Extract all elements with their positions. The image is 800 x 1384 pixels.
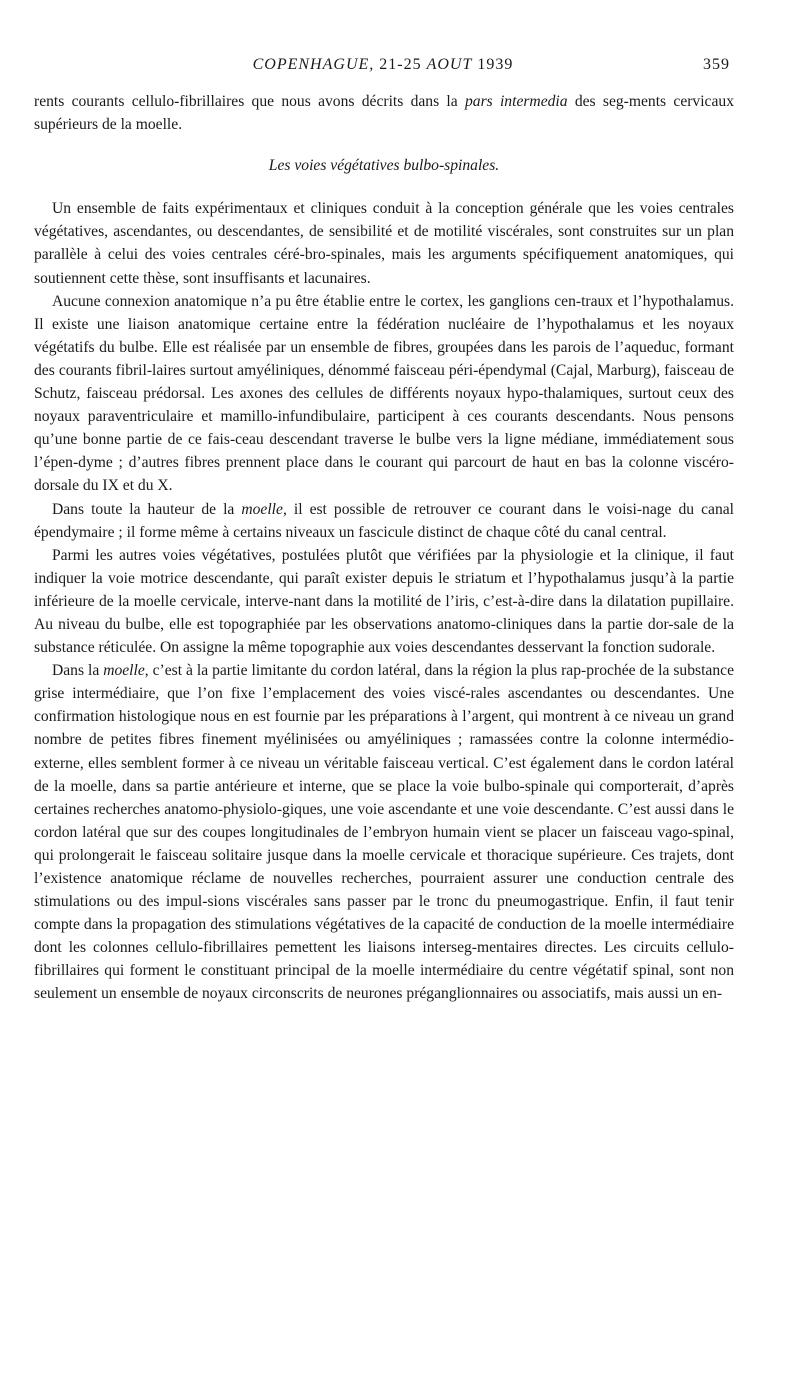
paragraph-text: Dans toute la hauteur de la [52,500,242,518]
header-dates: 21-25 [379,56,422,73]
emphasis: moelle [241,500,283,518]
paragraph-continuation [34,90,734,136]
latin-term: pars intermedia [464,93,568,110]
paragraph: Un ensemble de faits expérimentaux et cliniques conduit à la conception générale que les voies centrales végétatives, ascendantes, ou descendantes, de sensibilité et de motilité viscérales, sont construites sur un plan parallèle à celui des voies centrales céré-bro-spinales, mais les arguments spécifiquement anatomiques, qui soutiennent cette thèse, sont insuffisants et lacunaires. [34,200,734,287]
paragraph: Aucune connexion anatomique n’a pu être établie entre le cortex, les ganglions cen-traux et l’hypothalamus. Il existe une liaison anatomique certaine entre la fédération nucléaire de l’hypothalamus et les noyaux végétatifs du bulbe. Elle est réalisée par un ensemble de fibres, groupées dans les parois de l’aqueduc, formant des courants fibril-laires surtout amyéliniques, dénommé faisceau péri-épendymal (Cajal, Marburg), faisceau de Schutz, faisceau prédorsal. Les axones des cellules de différents noyaux hypo-thalamiques, surtout ceux des noyaux paraventriculaire et mamillo-infundibulaire, participent à ces courants descendants. Nous pensons qu’une bonne partie de ce fais-ceau descendant traverse le bulbe vers la ligne médiane, immédiatement sous l’épen-dyme ; d’autres fibres prennent place dans le courant qui parcourt de haut en bas la colonne viscéro-dorsale du IX et du X. [34,292,734,495]
body-text [34,90,734,1006]
section-title: Les voies végétatives bulbo-spinales. [268,157,500,175]
paragraph-text: Dans la [52,662,104,680]
running-header [36,50,730,80]
paragraph [34,498,734,544]
paragraph [34,659,734,1005]
running-title [36,56,730,74]
paragraph: Parmi les autres voies végétatives, postulées plutôt que vérifiées par la physiologie et la clinique, il faut indiquer la voie motrice descendante, qui paraît exister depuis le striatum et l’hypothalamus jusqu’à la partie inférieure de la moelle cervicale, interve-nant dans la motilité de l’iris, c’est-à-dire dans la dilatation pupillaire. Au niveau du bulbe, elle est topographiée par les observations anatomo-cliniques dans la partie dor-sale de la substance réticulée. On assigne la même topographie aux voies descendantes desservant la fonction sudorale. [34,546,734,657]
paragraph-text: , il est possible de retrouver ce courant dans le voisi-nage du canal épendymaire ; il forme même à certains niveaux un fascicule distinct de chaque côté du canal central. [34,500,734,541]
paragraph-text: des seg-ments cervicaux supérieurs de la moelle. [34,93,734,134]
page-number: 359 [703,56,730,73]
header-year: 1939 [477,56,514,73]
paragraph-text: rents courants cellulo-fibrillaires que nous avons décrits dans la [34,93,465,110]
header-month: AOUT [426,56,473,73]
emphasis: moelle [103,662,145,680]
header-city: COPENHAGUE, [252,56,375,73]
paragraph-text: , c’est à la partie limitante du cordon latéral, dans la région la plus rap-prochée de la substance grise intermédiaire, que l’on fixe l’emplacement des voies viscé-rales ascendantes ou descendantes. Une confirmation histologique nous en est fournie par les préparations à l’argent, qui montrent à ce niveau un grand nombre de petites fibres finement myélinisées ou amyéliniques ; ramassées contre la colonne intermédio-externe, elles semblent former à ce niveau un véritable faisceau vertical. C’est également dans le cordon latéral de la moelle, dans sa partie antérieure et interne, que se place la voie bulbo-spinale qui comporterait, d’après certaines recherches anatomo-physiolo-giques, une voie ascendante et une voie descendante. C’est aussi dans le cordon latéral que sur des coupes longitudinales de l’embryon humain vient se placer un faisceau vago-spinal, qui prolongerait le faisceau solitaire jusque dans la moelle cervicale et thoracique supérieure. Ces trajets, dont l’existence anatomique réclame de nouvelles recherches, pourraient assurer une conduction centrale des stimulations ou des impul-sions viscérales sans passer par le tronc du pneumogastrique. Enfin, il faut tenir compte dans la propagation des stimulations végétatives de la capacité de conduction de la moelle intermédiaire dont les colonnes cellulo-fibrillaires pemettent les liaisons interseg-mentaires directes. Les circuits cellulo-fibrillaires qui forment le constituant principal de la moelle intermédiaire du centre végétatif spinal, sont non seulement un ensemble de noyaux circonscrits de neurones préganglionnaires ou associatifs, mais aussi un en- [34,662,734,1003]
